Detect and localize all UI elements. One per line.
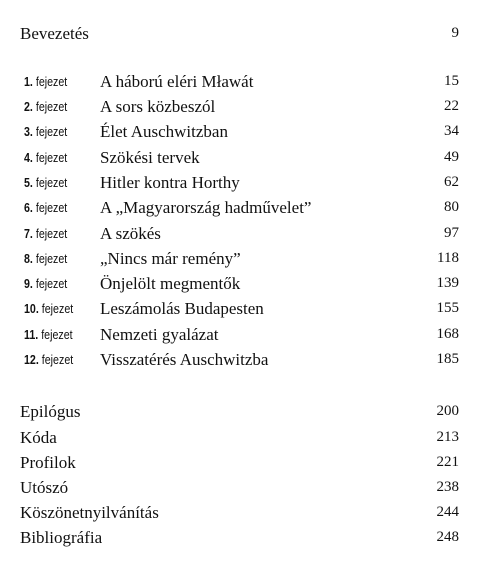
chapter-number: 8. fejezet xyxy=(24,251,68,266)
chapter-page-number: 22 xyxy=(444,98,459,114)
chapter-title: Leszámolás Budapesten xyxy=(100,299,264,318)
toc-entry-afterword xyxy=(0,475,486,500)
chapter-title: A háború eléri Mławát xyxy=(100,72,254,91)
chapter-page-number: 185 xyxy=(436,351,459,367)
toc-chapter-row xyxy=(0,246,486,271)
chapter-page-number: 49 xyxy=(444,149,459,165)
chapter-page-number: 80 xyxy=(444,199,459,215)
chapter-title: Nemzeti gyalázat xyxy=(100,325,219,344)
chapter-page-number: 34 xyxy=(444,123,459,139)
chapter-title: A sors közbeszól xyxy=(100,97,216,116)
entry-page-number: 221 xyxy=(436,454,459,470)
entry-title: Köszönetnyilvánítás xyxy=(20,503,159,522)
toc-entry-acknowledgements xyxy=(0,500,486,525)
chapter-page-number: 168 xyxy=(436,326,459,342)
entry-title: Utószó xyxy=(20,478,69,497)
chapter-page-number: 118 xyxy=(437,250,459,266)
entry-title: Bevezetés xyxy=(20,24,89,43)
toc-chapter-row xyxy=(0,94,486,119)
toc-chapter-row xyxy=(0,271,486,296)
chapter-page-number: 139 xyxy=(436,275,459,291)
toc-chapter-row xyxy=(0,119,486,144)
chapter-title: Élet Auschwitzban xyxy=(100,122,228,141)
chapter-number: 3. fejezet xyxy=(24,124,68,139)
chapter-number: 4. fejezet xyxy=(24,150,68,165)
chapter-number: 9. fejezet xyxy=(24,276,68,291)
chapter-number: 10. fejezet xyxy=(24,301,74,316)
chapter-number: 6. fejezet xyxy=(24,200,68,215)
toc-entry-profiles xyxy=(0,450,486,475)
chapter-title: A „Magyarország hadművelet” xyxy=(100,198,312,217)
toc-entry-intro xyxy=(0,21,486,46)
toc-chapter-row xyxy=(0,195,486,220)
entry-page-number: 9 xyxy=(451,25,459,41)
chapter-number: 12. fejezet xyxy=(24,352,74,367)
chapter-number: 5. fejezet xyxy=(24,175,68,190)
entry-title: Bibliográfia xyxy=(20,528,103,547)
chapter-title: Önjelölt megmentők xyxy=(100,274,241,293)
toc-chapter-row xyxy=(0,69,486,94)
chapter-title: A szökés xyxy=(100,224,161,243)
chapter-number: 1. fejezet xyxy=(24,74,68,89)
entry-title: Kóda xyxy=(20,428,57,447)
toc-chapter-row xyxy=(0,221,486,246)
chapter-page-number: 15 xyxy=(444,73,459,89)
entry-page-number: 248 xyxy=(436,529,459,545)
toc-entry-coda xyxy=(0,425,486,450)
chapter-number: 2. fejezet xyxy=(24,99,68,114)
chapter-page-number: 155 xyxy=(436,300,459,316)
chapter-number: 7. fejezet xyxy=(24,226,68,241)
toc-chapter-row xyxy=(0,296,486,321)
toc-chapter-row xyxy=(0,145,486,170)
entry-page-number: 213 xyxy=(436,429,459,445)
toc-chapter-row xyxy=(0,170,486,195)
entry-page-number: 238 xyxy=(436,479,459,495)
chapter-page-number: 62 xyxy=(444,174,459,190)
toc-entry-epilogue xyxy=(0,399,486,424)
chapter-title: Visszatérés Auschwitzba xyxy=(100,350,269,369)
chapter-page-number: 97 xyxy=(444,225,459,241)
toc-chapter-row xyxy=(0,347,486,372)
entry-title: Epilógus xyxy=(20,402,81,421)
entry-page-number: 244 xyxy=(436,504,459,520)
chapter-number: 11. fejezet xyxy=(24,327,73,342)
entry-title: Profilok xyxy=(20,453,76,472)
chapter-title: Szökési tervek xyxy=(100,148,200,167)
chapter-title: „Nincs már remény” xyxy=(100,249,241,268)
chapter-title: Hitler kontra Horthy xyxy=(100,173,240,192)
toc-entry-bibliography xyxy=(0,525,486,550)
entry-page-number: 200 xyxy=(436,403,459,419)
toc-chapter-row xyxy=(0,322,486,347)
